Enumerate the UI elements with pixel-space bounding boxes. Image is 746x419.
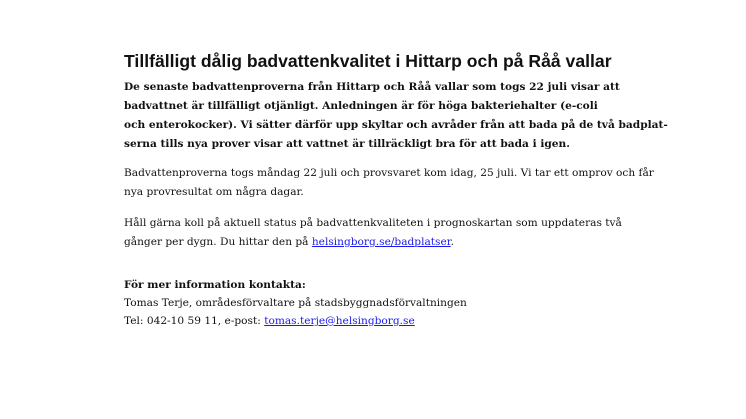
contact-person: Tomas Terje, områdesförvaltare på stadsbyggnadsförvaltningen <box>124 297 467 309</box>
paragraph-line <box>124 233 654 252</box>
spacer <box>124 264 654 276</box>
lead-line: och enterokocker). Vi sätter därför upp skyltar och avråder från att bada på de två badplat- <box>124 119 668 131</box>
page-title: Tillfälligt dålig badvattenkvalitet i Hittarp och på Råå vallar <box>124 51 612 71</box>
lead-paragraph <box>124 78 668 154</box>
contact-phone: Tel: 042-10 59 11, e-post: <box>124 315 265 327</box>
paragraph-line: Håll gärna koll på aktuell status på badvattenkvaliteten i prognoskartan som uppdateras två <box>124 217 622 229</box>
contact-block <box>124 276 654 330</box>
lead-line: De senaste badvattenproverna från Hittarp och Råå vallar som togs 22 juli visar att <box>124 81 620 93</box>
body-paragraph-forecast <box>124 214 654 252</box>
press-release <box>124 50 668 330</box>
paragraph-line: Badvattenproverna togs måndag 22 juli och provsvaret kom idag, 25 juli. Vi tar ett omprov och får <box>124 167 654 179</box>
paragraph-line: nya provresultat om några dagar. <box>124 186 304 198</box>
badplatser-link[interactable]: helsingborg.se/badplatser <box>311 236 451 248</box>
paragraph-text: gånger per dygn. Du hittar den på <box>124 236 312 248</box>
contact-phone-line <box>124 312 654 330</box>
lead-line: badvattnet är tillfälligt otjänligt. Anledningen är för höga bakteriehalter (e-coli <box>124 100 598 112</box>
contact-email-link[interactable]: tomas.terje@helsingborg.se <box>264 315 415 327</box>
lead-line: serna tills nya prover visar att vattnet är tillräckligt bra för att bada i igen. <box>124 138 570 150</box>
body-paragraph-sampling <box>124 164 654 202</box>
contact-heading: För mer information kontakta: <box>124 279 306 291</box>
paragraph-text: . <box>450 236 455 248</box>
